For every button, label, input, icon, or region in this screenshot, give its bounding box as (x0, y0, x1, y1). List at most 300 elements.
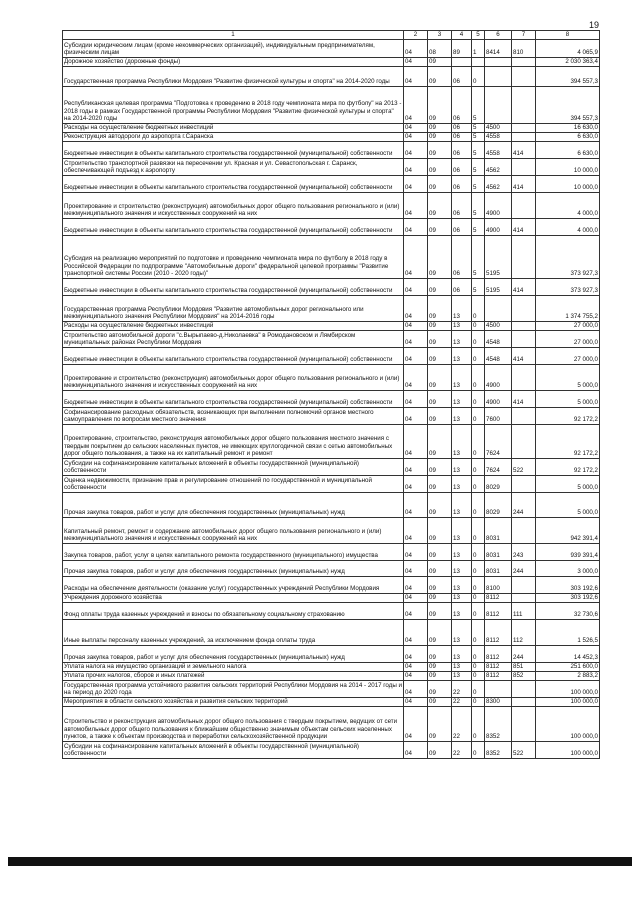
cell-expense-type: 851 (512, 663, 536, 672)
cell-amount: 394 557,3 (536, 67, 600, 87)
cell-subprogram: 0 (472, 646, 485, 663)
cell-subprogram: 1 (472, 40, 485, 58)
cell-name: Прочая закупка товаров, работ и услуг для обеспечения государственных (муниципальных) нужд (63, 561, 404, 577)
cell-target-article: 4558 (485, 142, 512, 159)
cell-subsection: 09 (428, 577, 452, 594)
cell-name: Мероприятия в области сельского хозяйства и развития сельских территорий (63, 698, 404, 707)
cell-name: Субсидии на софинансирование капитальных вложений в объекты государственной (муниципальной) собственности (63, 459, 404, 476)
cell-amount: 92 172,2 (536, 425, 600, 459)
table-row (63, 219, 600, 236)
cell-expense-type (512, 425, 536, 459)
cell-section: 04 (404, 331, 428, 348)
cell-amount: 27 000,0 (536, 331, 600, 348)
cell-name: Учреждения дорожного хозяйства (63, 594, 404, 603)
cell-amount: 92 172,2 (536, 408, 600, 425)
cell-program: 13 (452, 561, 472, 577)
cell-subprogram: 0 (472, 742, 485, 759)
cell-program: 13 (452, 672, 472, 681)
table-row (63, 577, 600, 594)
cell-target-article: 4562 (485, 159, 512, 176)
cell-name: Бюджетные инвестиции в объекты капитального строительства государственной (муниципальной) собственности (63, 348, 404, 365)
col-header-5: 5 (472, 31, 485, 40)
cell-section: 04 (404, 219, 428, 236)
cell-subprogram: 0 (472, 577, 485, 594)
cell-section: 04 (404, 698, 428, 707)
cell-target-article: 8414 (485, 40, 512, 58)
cell-program: 13 (452, 620, 472, 646)
cell-target-article (485, 296, 512, 322)
cell-subprogram: 0 (472, 544, 485, 561)
cell-subprogram: 0 (472, 681, 485, 698)
cell-program: 06 (452, 219, 472, 236)
cell-target-article: 4558 (485, 133, 512, 142)
cell-name: Фонд оплаты труда казенных учреждений и взносы по обязательному социальному страхованию (63, 603, 404, 620)
cell-subsection: 09 (428, 663, 452, 672)
cell-expense-type (512, 707, 536, 742)
cell-subsection: 09 (428, 646, 452, 663)
cell-target-article: 4500 (485, 124, 512, 133)
cell-target-article: 4548 (485, 348, 512, 365)
cell-expense-type (512, 476, 536, 493)
cell-target-article: 8100 (485, 577, 512, 594)
cell-target-article: 8031 (485, 561, 512, 577)
table-row (63, 459, 600, 476)
cell-amount: 373 927,3 (536, 236, 600, 279)
cell-section: 04 (404, 322, 428, 331)
table-row (63, 594, 600, 603)
cell-expense-type (512, 594, 536, 603)
table-body (63, 40, 600, 759)
cell-section: 04 (404, 603, 428, 620)
cell-expense-type (512, 67, 536, 87)
cell-subsection: 09 (428, 87, 452, 124)
table-row (63, 40, 600, 58)
cell-program: 13 (452, 476, 472, 493)
cell-subprogram: 5 (472, 87, 485, 124)
cell-target-article (485, 87, 512, 124)
cell-expense-type (512, 698, 536, 707)
table-row (63, 476, 600, 493)
cell-subprogram: 0 (472, 698, 485, 707)
cell-name: Закупка товаров, работ, услуг в целях капитального ремонта государственного (муниципального) имущества (63, 544, 404, 561)
cell-amount: 14 452,3 (536, 646, 600, 663)
cell-amount: 27 000,0 (536, 348, 600, 365)
cell-section: 04 (404, 594, 428, 603)
cell-program: 13 (452, 296, 472, 322)
table-row (63, 672, 600, 681)
cell-section: 04 (404, 425, 428, 459)
cell-subsection: 09 (428, 603, 452, 620)
cell-expense-type: 414 (512, 391, 536, 408)
cell-amount: 5 000,0 (536, 365, 600, 391)
cell-expense-type: 414 (512, 219, 536, 236)
cell-amount: 32 730,6 (536, 603, 600, 620)
page-bottom-bar (8, 857, 632, 866)
cell-name: Прочая закупка товаров, работ и услуг для обеспечения государственных (муниципальных) нужд (63, 646, 404, 663)
cell-program: 13 (452, 544, 472, 561)
cell-subsection: 09 (428, 133, 452, 142)
cell-program: 22 (452, 707, 472, 742)
cell-subprogram: 5 (472, 133, 485, 142)
cell-target-article: 8112 (485, 603, 512, 620)
cell-subsection: 09 (428, 594, 452, 603)
cell-amount: 6 630,0 (536, 133, 600, 142)
table-row (63, 159, 600, 176)
cell-subprogram: 0 (472, 459, 485, 476)
cell-amount: 303 192,6 (536, 594, 600, 603)
cell-target-article: 8300 (485, 698, 512, 707)
table-row (63, 58, 600, 67)
cell-program: 13 (452, 365, 472, 391)
cell-name: Уплата налога на имущество организаций и земельного налога (63, 663, 404, 672)
table-row (63, 176, 600, 193)
cell-section: 04 (404, 296, 428, 322)
cell-expense-type (512, 133, 536, 142)
cell-subsection: 09 (428, 58, 452, 67)
cell-subprogram: 5 (472, 279, 485, 296)
cell-section: 04 (404, 67, 428, 87)
cell-expense-type: 414 (512, 348, 536, 365)
cell-subsection: 09 (428, 493, 452, 518)
table-row (63, 707, 600, 742)
cell-name: Расходы на осуществление бюджетных инвестиций (63, 124, 404, 133)
cell-program: 13 (452, 322, 472, 331)
cell-name: Расходы на обеспечение деятельности (оказание услуг) государственных учреждений Республики Мордовия (63, 577, 404, 594)
cell-program: 06 (452, 236, 472, 279)
cell-amount: 303 192,6 (536, 577, 600, 594)
cell-target-article: 4900 (485, 219, 512, 236)
cell-target-article: 8029 (485, 493, 512, 518)
cell-subprogram: 0 (472, 322, 485, 331)
cell-subsection: 09 (428, 331, 452, 348)
table-row (63, 681, 600, 698)
cell-section: 04 (404, 159, 428, 176)
table-row (63, 193, 600, 219)
cell-target-article: 5195 (485, 279, 512, 296)
cell-target-article: 7600 (485, 408, 512, 425)
cell-subsection: 09 (428, 707, 452, 742)
cell-name: Капитальный ремонт, ремонт и содержание автомобильных дорог общего пользования регионального и (или) межмуниципального значения и искусственных сооружений на них (63, 518, 404, 544)
cell-subsection: 09 (428, 322, 452, 331)
cell-amount: 942 391,4 (536, 518, 600, 544)
cell-amount: 10 000,0 (536, 159, 600, 176)
cell-amount: 251 600,0 (536, 663, 600, 672)
cell-expense-type (512, 159, 536, 176)
cell-amount: 100 000,0 (536, 707, 600, 742)
cell-subprogram: 0 (472, 408, 485, 425)
cell-subsection: 09 (428, 219, 452, 236)
table-row (63, 142, 600, 159)
table-row (63, 408, 600, 425)
cell-subprogram: 0 (472, 663, 485, 672)
cell-expense-type: 244 (512, 561, 536, 577)
cell-target-article: 8112 (485, 672, 512, 681)
cell-section: 04 (404, 236, 428, 279)
cell-program: 06 (452, 176, 472, 193)
col-header-7: 7 (512, 31, 536, 40)
cell-subprogram: 5 (472, 236, 485, 279)
cell-target-article: 4900 (485, 391, 512, 408)
cell-expense-type: 112 (512, 620, 536, 646)
cell-expense-type (512, 681, 536, 698)
cell-program: 06 (452, 279, 472, 296)
cell-target-article: 4548 (485, 331, 512, 348)
cell-expense-type (512, 87, 536, 124)
cell-subsection: 09 (428, 348, 452, 365)
cell-program: 89 (452, 40, 472, 58)
col-header-3: 3 (428, 31, 452, 40)
cell-expense-type (512, 577, 536, 594)
cell-subsection: 09 (428, 561, 452, 577)
cell-section: 04 (404, 707, 428, 742)
cell-section: 04 (404, 58, 428, 67)
cell-name: Бюджетные инвестиции в объекты капитального строительства государственной (муниципальной) собственности (63, 176, 404, 193)
table-row (63, 646, 600, 663)
cell-target-article: 8029 (485, 476, 512, 493)
cell-subsection: 09 (428, 296, 452, 322)
cell-amount: 3 000,0 (536, 561, 600, 577)
cell-target-article (485, 681, 512, 698)
cell-program: 13 (452, 577, 472, 594)
table-header-row (63, 31, 600, 40)
cell-target-article: 4900 (485, 365, 512, 391)
table-row (63, 133, 600, 142)
cell-expense-type: 414 (512, 142, 536, 159)
cell-subprogram: 0 (472, 365, 485, 391)
cell-subsection: 09 (428, 698, 452, 707)
cell-section: 04 (404, 672, 428, 681)
cell-subprogram: 5 (472, 193, 485, 219)
cell-subsection: 09 (428, 408, 452, 425)
cell-name: Проектирование и строительство (реконструкция) автомобильных дорог общего пользования регионального и (или) межмуниципального значения и искусственных сооружений на них (63, 193, 404, 219)
cell-program: 22 (452, 681, 472, 698)
cell-subsection: 09 (428, 67, 452, 87)
cell-amount: 100 000,0 (536, 742, 600, 759)
cell-name: Строительство транспортной развязки на пересечении ул. Красная и ул. Севастопольская г. Саранск, обеспечивающей подъезд к аэропорту (63, 159, 404, 176)
cell-subprogram: 0 (472, 425, 485, 459)
table-row (63, 425, 600, 459)
cell-target-article: 8031 (485, 544, 512, 561)
col-header-6: 6 (485, 31, 512, 40)
cell-expense-type: 522 (512, 459, 536, 476)
table-row (63, 561, 600, 577)
cell-name: Субсидии юридическим лицам (кроме некоммерческих организаций), индивидуальным предпринимателям, физическим лицам (63, 40, 404, 58)
cell-amount: 5 000,0 (536, 493, 600, 518)
cell-program: 22 (452, 742, 472, 759)
cell-amount: 92 172,2 (536, 459, 600, 476)
cell-name: Строительство и реконструкция автомобильных дорог общего пользования с твердым покрытием, ведущих от сети автомобильных дорог общего пользования к ближайшим общественно значимым объектам сельских населенных пунктов, а также к объектам производства и переработки сельскохозяйственной продукции (63, 707, 404, 742)
table-row (63, 296, 600, 322)
cell-subprogram: 0 (472, 518, 485, 544)
cell-subsection: 09 (428, 279, 452, 296)
cell-expense-type: 243 (512, 544, 536, 561)
cell-name: Субсидия на реализацию мероприятий по подготовке и проведению чемпионата мира по футболу в 2018 году в Российской Федерации по подпрограмме "Автомобильные дороги" федеральной целевой программы "Развитие транспортной системы России (2010 - 2020 годы)" (63, 236, 404, 279)
cell-expense-type: 414 (512, 176, 536, 193)
cell-target-article: 4500 (485, 322, 512, 331)
cell-section: 04 (404, 493, 428, 518)
cell-program: 13 (452, 348, 472, 365)
cell-name: Республиканская целевая программа "Подготовка к проведению в 2018 году чемпионата мира по футболу" на 2013 - 2018 годы в рамках Государственной программы Республики Мордовия "Развитие физической культуры и спорта" на 2014-2020 годы (63, 87, 404, 124)
table-row (63, 620, 600, 646)
cell-amount: 1 374 755,2 (536, 296, 600, 322)
cell-program: 13 (452, 408, 472, 425)
cell-subsection: 09 (428, 544, 452, 561)
cell-expense-type: 414 (512, 279, 536, 296)
cell-name: Проектирование, строительство, реконструкция автомобильных дорог общего пользования местного значения с твердым покрытием до сельских населенных пунктов, не имеющих круглогодичной связи с сетью автомобильных дорог общего пользования, а также на их капитальный ремонт и ремонт (63, 425, 404, 459)
cell-subsection: 09 (428, 476, 452, 493)
cell-subprogram: 5 (472, 159, 485, 176)
cell-program: 06 (452, 133, 472, 142)
cell-program: 06 (452, 142, 472, 159)
cell-amount: 100 000,0 (536, 681, 600, 698)
cell-subprogram: 0 (472, 296, 485, 322)
cell-name: Государственная программа устойчивого развития сельских территорий Республики Мордовия на 2014 - 2017 годы и на период до 2020 года (64, 681, 402, 697)
cell-program: 13 (452, 391, 472, 408)
cell-section: 04 (404, 176, 428, 193)
cell-subprogram (472, 58, 485, 67)
cell-expense-type: 852 (512, 672, 536, 681)
cell-section: 04 (404, 133, 428, 142)
cell-expense-type: 522 (512, 742, 536, 759)
page-number: 19 (589, 20, 600, 30)
cell-program: 13 (452, 425, 472, 459)
cell-subsection: 09 (428, 159, 452, 176)
col-header-2: 2 (404, 31, 428, 40)
cell-subsection: 09 (428, 236, 452, 279)
cell-expense-type (512, 408, 536, 425)
cell-expense-type: 244 (512, 493, 536, 518)
cell-section: 04 (404, 681, 428, 698)
table-row (63, 698, 600, 707)
cell-section: 04 (404, 391, 428, 408)
table-row (63, 124, 600, 133)
cell-program: 06 (452, 67, 472, 87)
cell-expense-type: 810 (512, 40, 536, 58)
cell-subprogram: 5 (472, 142, 485, 159)
cell-name: Дорожное хозяйство (дорожные фонды) (63, 58, 404, 67)
budget-table (62, 30, 600, 759)
cell-amount: 373 927,3 (536, 279, 600, 296)
cell-section: 04 (404, 348, 428, 365)
table-row (63, 279, 600, 296)
cell-subprogram: 0 (472, 672, 485, 681)
cell-subprogram: 0 (472, 493, 485, 518)
cell-subsection: 09 (428, 672, 452, 681)
cell-subprogram: 0 (472, 348, 485, 365)
cell-amount: 100 000,0 (536, 698, 600, 707)
cell-expense-type (512, 331, 536, 348)
table-row (63, 236, 600, 279)
cell-subsection: 09 (428, 142, 452, 159)
cell-section: 04 (404, 365, 428, 391)
cell-target-article: 4900 (485, 193, 512, 219)
cell-section: 04 (404, 663, 428, 672)
cell-program: 13 (452, 663, 472, 672)
cell-expense-type: 244 (512, 646, 536, 663)
cell-name: Государственная программа Республики Мордовия "Развитие автомобильных дорог регионального или межмуниципального значения Республики Мордовия" на 2014-2016 годы (63, 296, 404, 322)
cell-name: Софинансирование расходных обязательств, возникающих при выполнении полномочий органов местного самоуправления по вопросам местного значения (63, 408, 404, 425)
cell-name: Проектирование и строительство (реконструкция) автомобильных дорог общего пользования регионального и (или) межмуниципального значения и искусственных сооружений на них (63, 365, 404, 391)
cell-amount: 6 630,0 (536, 142, 600, 159)
cell-name: Реконструкция автодороги до аэропорта г.Саранска (63, 133, 404, 142)
cell-program: 06 (452, 159, 472, 176)
cell-amount: 5 000,0 (536, 391, 600, 408)
cell-target-article: 7624 (485, 459, 512, 476)
cell-subsection: 09 (428, 518, 452, 544)
cell-target-article: 7624 (485, 425, 512, 459)
cell-name: Строительство автомобильной дороги "с.Вырыпаево-д.Николаевка" в Ромодановском и Лямбирском муниципальных районах Республики Мордовия (63, 331, 404, 348)
cell-name: Бюджетные инвестиции в объекты капитального строительства государственной (муниципальной) собственности (63, 219, 404, 236)
cell-target-article: 5195 (485, 236, 512, 279)
cell-subprogram: 5 (472, 124, 485, 133)
cell-subprogram: 0 (472, 561, 485, 577)
cell-section: 04 (404, 577, 428, 594)
table-row (63, 348, 600, 365)
table-row (63, 87, 600, 124)
cell-subprogram: 5 (472, 176, 485, 193)
cell-name: Государственная программа Республики Мордовия "Развитие физической культуры и спорта" на 2014-2020 годы (63, 67, 404, 87)
cell-subprogram: 0 (472, 476, 485, 493)
cell-amount: 1 526,5 (536, 620, 600, 646)
cell-expense-type: 111 (512, 603, 536, 620)
cell-subprogram: 0 (472, 707, 485, 742)
cell-target-article: 4562 (485, 176, 512, 193)
table-row (63, 663, 600, 672)
cell-target-article: 8112 (485, 594, 512, 603)
cell-name: Оценка недвижимости, признание прав и регулирование отношений по государственной и муниципальной собственности (63, 476, 404, 493)
cell-program: 13 (452, 646, 472, 663)
cell-target-article (485, 67, 512, 87)
cell-target-article: 8352 (485, 742, 512, 759)
cell-program: 13 (452, 493, 472, 518)
cell-subprogram: 0 (472, 331, 485, 348)
cell-section: 04 (404, 408, 428, 425)
cell-section: 04 (404, 124, 428, 133)
cell-target-article: 8112 (485, 620, 512, 646)
cell-target-article: 8112 (485, 663, 512, 672)
cell-subsection: 09 (428, 391, 452, 408)
cell-subprogram: 0 (472, 603, 485, 620)
cell-name: Уплата прочих налогов, сборов и иных платежей (63, 672, 404, 681)
cell-subsection: 09 (428, 365, 452, 391)
cell-subsection: 09 (428, 620, 452, 646)
table-row (63, 322, 600, 331)
cell-expense-type (512, 518, 536, 544)
table-row (63, 544, 600, 561)
cell-name: Расходы на осуществление бюджетных инвестиций (63, 322, 404, 331)
cell-amount: 10 000,0 (536, 176, 600, 193)
cell-subsection: 09 (428, 459, 452, 476)
cell-target-article: 8031 (485, 518, 512, 544)
cell-subsection: 09 (428, 425, 452, 459)
cell-name: Субсидии на софинансирование капитальных вложений в объекты государственной (муниципальной) собственности (63, 742, 404, 759)
cell-program: 13 (452, 603, 472, 620)
cell-amount: 2 883,2 (536, 672, 600, 681)
cell-program (452, 58, 472, 67)
cell-section: 04 (404, 87, 428, 124)
cell-amount: 27 000,0 (536, 322, 600, 331)
cell-section: 04 (404, 620, 428, 646)
cell-subprogram: 0 (472, 67, 485, 87)
cell-expense-type (512, 236, 536, 279)
cell-section: 04 (404, 561, 428, 577)
cell-amount: 16 630,0 (536, 124, 600, 133)
cell-expense-type (512, 322, 536, 331)
table-row (63, 331, 600, 348)
cell-subprogram: 5 (472, 219, 485, 236)
col-header-4: 4 (452, 31, 472, 40)
table-row (63, 742, 600, 759)
